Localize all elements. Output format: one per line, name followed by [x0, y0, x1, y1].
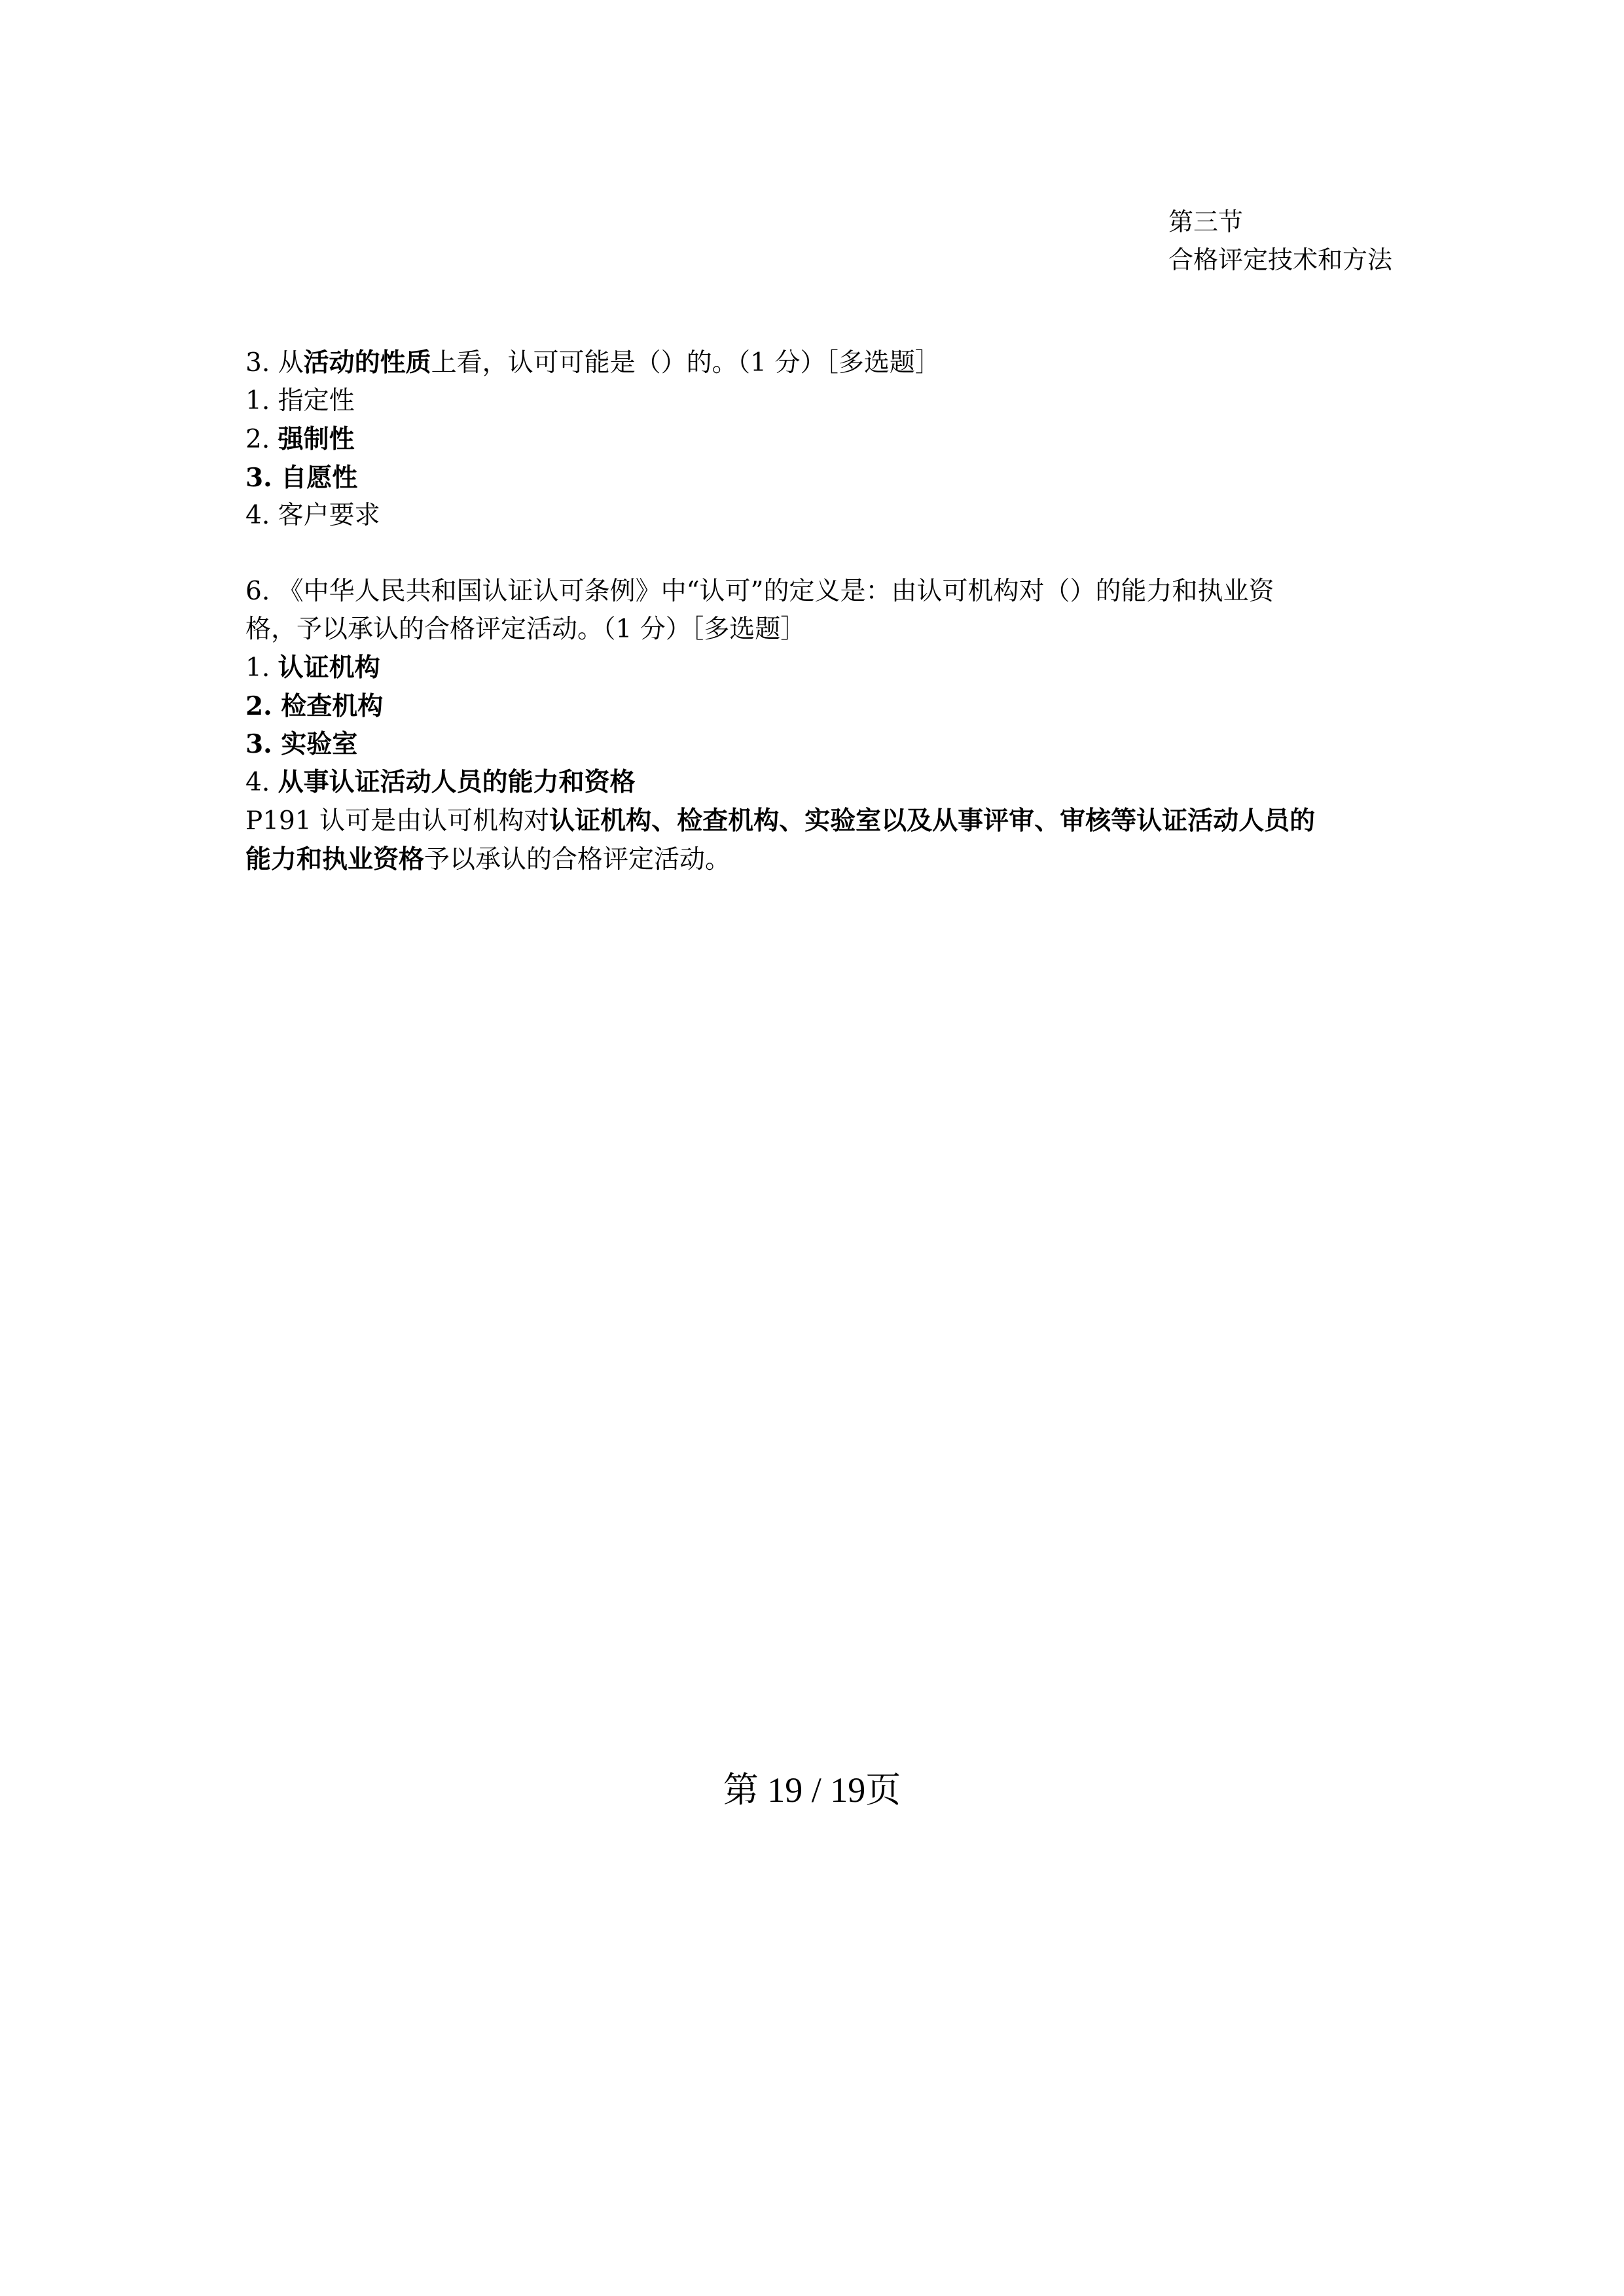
page-header: [1168, 203, 1392, 279]
explanation-emphasis: 能力和执业资格: [245, 844, 425, 874]
option-text: 客户要求: [278, 501, 380, 530]
option-item: [245, 459, 1443, 497]
question-text-emphasis: 活动的性质: [303, 348, 431, 378]
page-number: 第 19 / 19页: [723, 1770, 901, 1810]
question-6-line-2: 格，予以承认的合格评定活动。（1 分）［多选题］: [245, 615, 806, 644]
option-text: 指定性: [278, 386, 355, 416]
option-item: [245, 763, 1443, 802]
option-number: 4.: [245, 768, 270, 797]
option-item: [245, 497, 1443, 535]
explanation-prefix: P191 认可是由认可机构对: [245, 806, 550, 836]
explanation-emphasis: 认证机构、检查机构、实验室以及从事评审、审核等认证活动人员的: [549, 806, 1316, 836]
option-text-correct: 从事认证活动人员的能力和资格: [278, 767, 636, 797]
question-text-post: 上看，认可可能是（）的。（1 分）［多选题］: [431, 348, 941, 378]
question-3: [245, 344, 1443, 382]
option-text-correct: 检查机构: [281, 691, 384, 721]
option-number: 1.: [245, 386, 270, 416]
option-text-correct: 自愿性: [281, 463, 358, 493]
option-item: [245, 725, 1443, 763]
section-title: 合格评定技术和方法: [1168, 245, 1393, 274]
option-item: [245, 382, 1443, 420]
option-text-correct: 强制性: [278, 424, 355, 454]
explanation-suffix: 予以承认的合格评定活动。: [424, 845, 731, 874]
option-number: 3.: [245, 463, 272, 493]
option-text-correct: 认证机构: [278, 653, 380, 683]
option-text-correct: 实验室: [281, 729, 358, 759]
option-item: [245, 649, 1443, 687]
section-label: 第三节: [1168, 207, 1244, 236]
question-number: 3.: [245, 348, 270, 378]
document-body: [245, 344, 1443, 879]
option-item: [245, 687, 1443, 725]
explanation-line-1: [245, 802, 1443, 840]
question-text-pre: 从: [278, 348, 304, 378]
option-number: 2.: [245, 425, 270, 454]
question-6-line-1: 6. 《中华人民共和国认证认可条例》中“认可”的定义是：由认可机构对（）的能力和执业资: [245, 577, 1274, 606]
option-number: 4.: [245, 501, 270, 530]
option-number: 2.: [245, 691, 272, 721]
option-number: 3.: [245, 729, 272, 759]
option-item: [245, 420, 1443, 459]
explanation-line-2: [245, 840, 1443, 879]
option-number: 1.: [245, 653, 270, 683]
